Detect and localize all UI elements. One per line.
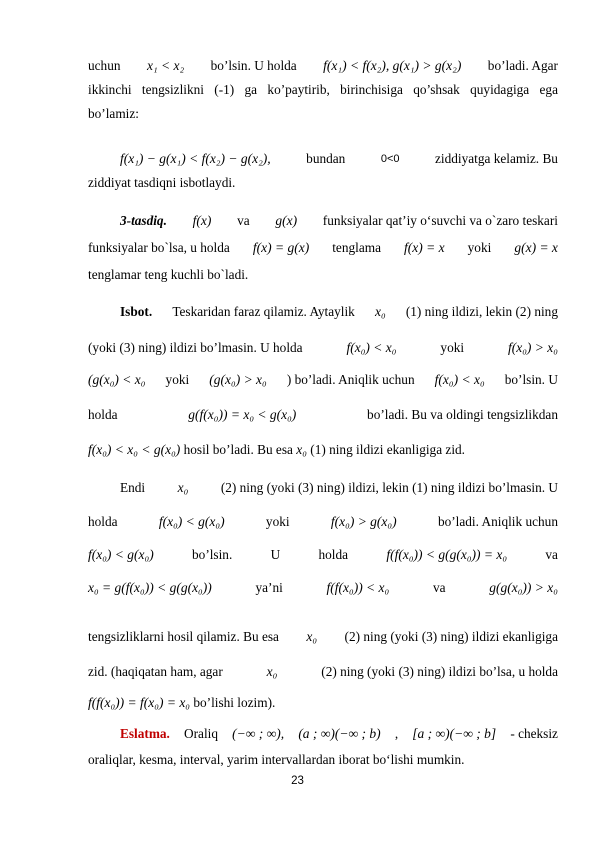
text: funksiyalar bo`lsa, u holda	[88, 240, 230, 255]
text: (2) ning (yoki (3) ning) ildizi, lekin (1) ning ildizi bo’lmasin. U	[220, 480, 558, 495]
line-4	[120, 151, 558, 167]
text: Oraliq	[184, 726, 219, 741]
text: funksiyalar qat’iy o‘suvchi va o`zaro teskari	[322, 213, 558, 228]
line-7	[88, 240, 558, 256]
line-22	[88, 752, 558, 768]
remark-label: Eslatma.	[120, 726, 170, 741]
formula: g(f(x₀)) = x₀ < g(x₀)	[188, 407, 297, 422]
line-10	[88, 340, 558, 356]
line-12	[88, 407, 558, 423]
formula: f(x₁) − g(x₁) < f(x₂) − g(x₂),	[120, 151, 271, 166]
text: ziddiyatga kelamiz. Bu	[435, 151, 558, 166]
text: va	[237, 213, 250, 228]
formula: f(x₁) < f(x₂), g(x₁) > g(x₂)	[323, 58, 462, 73]
line-8	[88, 267, 558, 283]
formula: f(x₀) < g(x₀)	[88, 547, 154, 562]
formula: f(x₀) < x₀ < g(x₀)	[88, 442, 181, 457]
text: holda	[318, 547, 349, 562]
text: (yoki (3) ning) ildizi bo’lmasin. U holda	[88, 340, 303, 355]
line-17	[88, 580, 558, 596]
line-18	[88, 629, 558, 645]
line-14	[120, 480, 558, 496]
text: hosil bo’ladi. Bu esa	[183, 442, 293, 457]
formula: f(x₀) > x₀	[508, 340, 558, 355]
line-21	[120, 726, 558, 742]
formula: x₁ < x₂	[146, 58, 185, 73]
formula: x₀	[296, 442, 307, 457]
formula: (g(x₀) < x₀	[88, 372, 146, 387]
line-1	[88, 58, 558, 74]
formula: f(x₀) < x₀	[346, 340, 397, 355]
formula: x₀	[306, 629, 318, 644]
text: tengsizliklarni hosil qilamiz. Bu esa	[88, 629, 279, 644]
formula: 0<0	[380, 153, 400, 165]
formula: (a ; ∞)(−∞ ; b)	[298, 726, 381, 741]
text: Teskaridan faraz qilamiz. Aytaylik	[172, 304, 355, 319]
text: va	[545, 547, 558, 562]
text: (1) ning ildizi ekanligiga zid.	[310, 442, 465, 457]
text: bundan	[306, 151, 346, 166]
text: bo’lishi lozim).	[193, 695, 276, 710]
text: va	[432, 580, 446, 595]
text: yoki	[440, 340, 465, 355]
formula: (−∞ ; ∞),	[232, 726, 285, 741]
text: ya’ni	[255, 580, 283, 595]
line-16	[88, 547, 558, 563]
formula: f(f(x₀)) < x₀	[326, 580, 390, 595]
formula: f(x) = x	[404, 240, 445, 255]
text: bo’ladi. Bu va oldingi tengsizlikdan	[367, 407, 558, 422]
line-11	[88, 372, 558, 388]
line-2	[88, 82, 558, 98]
text: bo’lsin. U holda	[210, 58, 297, 73]
line-20	[88, 695, 558, 711]
line-6	[120, 213, 558, 229]
formula: x₀	[266, 664, 278, 679]
line-3	[88, 106, 558, 122]
statement-label: 3-tasdiq.	[120, 213, 167, 228]
text: oraliqlar, kesma, interval, yarim intervallardan iborat bo‘lishi mumkin.	[88, 752, 465, 767]
text: ikkinchi tengsizlikni (-1) ga ko’paytirib, birinchisiga qo’shsak quyidagiga ega	[88, 82, 558, 97]
text: (2) ning (yoki (3) ning) ildizi ekanligiga	[344, 629, 558, 644]
formula: x₀	[177, 480, 189, 495]
formula: f(x₀) > g(x₀)	[330, 514, 397, 529]
text: yoki	[467, 240, 492, 255]
text: (2) ning (yoki (3) ning) ildizi bo’lsa, u holda	[321, 664, 558, 679]
formula: x₀ = g(f(x₀)) < g(g(x₀))	[88, 580, 212, 595]
formula: g(g(x₀)) > x₀	[489, 580, 558, 595]
formula: g(x)	[275, 213, 298, 228]
text: bo’ladi. Aniqlik uchun	[437, 514, 558, 529]
formula: f(f(x₀)) = f(x₀) = x₀	[88, 695, 191, 710]
text: bo’lsin. U	[504, 372, 558, 387]
formula: (g(x₀) > x₀	[209, 372, 267, 387]
text: tenglamar teng kuchli bo`ladi.	[88, 267, 249, 282]
text: bo’lsin.	[192, 547, 233, 562]
page-number: 23	[291, 775, 304, 787]
line-9	[120, 304, 558, 320]
line-19	[88, 664, 558, 680]
text: ,	[394, 726, 399, 741]
text: (1) ning ildizi, lekin (2) ning	[405, 304, 558, 319]
text: tenglama	[332, 240, 381, 255]
formula: x₀	[374, 304, 386, 319]
formula: g(x) = x	[514, 240, 558, 255]
text: zid. (haqiqatan ham, agar	[88, 664, 223, 679]
formula: f(x) = g(x)	[252, 240, 310, 255]
text: uchun	[88, 58, 121, 73]
text: yoki	[165, 372, 190, 387]
line-13	[88, 442, 558, 458]
line-15	[88, 514, 558, 530]
text: U	[270, 547, 281, 562]
text: bo’ladi. Agar	[487, 58, 558, 73]
formula: f(x₀) < g(x₀)	[158, 514, 225, 529]
text: bo’lamiz:	[88, 106, 139, 121]
formula: [a ; ∞)(−∞ ; b]	[412, 726, 497, 741]
text: - cheksiz	[510, 726, 558, 741]
line-5	[88, 175, 558, 191]
text: ziddiyat tasdiqni isbotlaydi.	[88, 175, 236, 190]
formula: f(x₀) < x₀	[434, 372, 485, 387]
text: Endi	[120, 480, 146, 495]
formula: f(f(x₀)) < g(g(x₀)) = x₀	[386, 547, 508, 562]
text: holda	[88, 407, 118, 422]
text: ) bo’ladi. Aniqlik uchun	[286, 372, 415, 387]
text: holda	[88, 514, 118, 529]
text: yoki	[265, 514, 290, 529]
proof-label: Isbot.	[120, 304, 153, 319]
formula: f(x)	[192, 213, 212, 228]
